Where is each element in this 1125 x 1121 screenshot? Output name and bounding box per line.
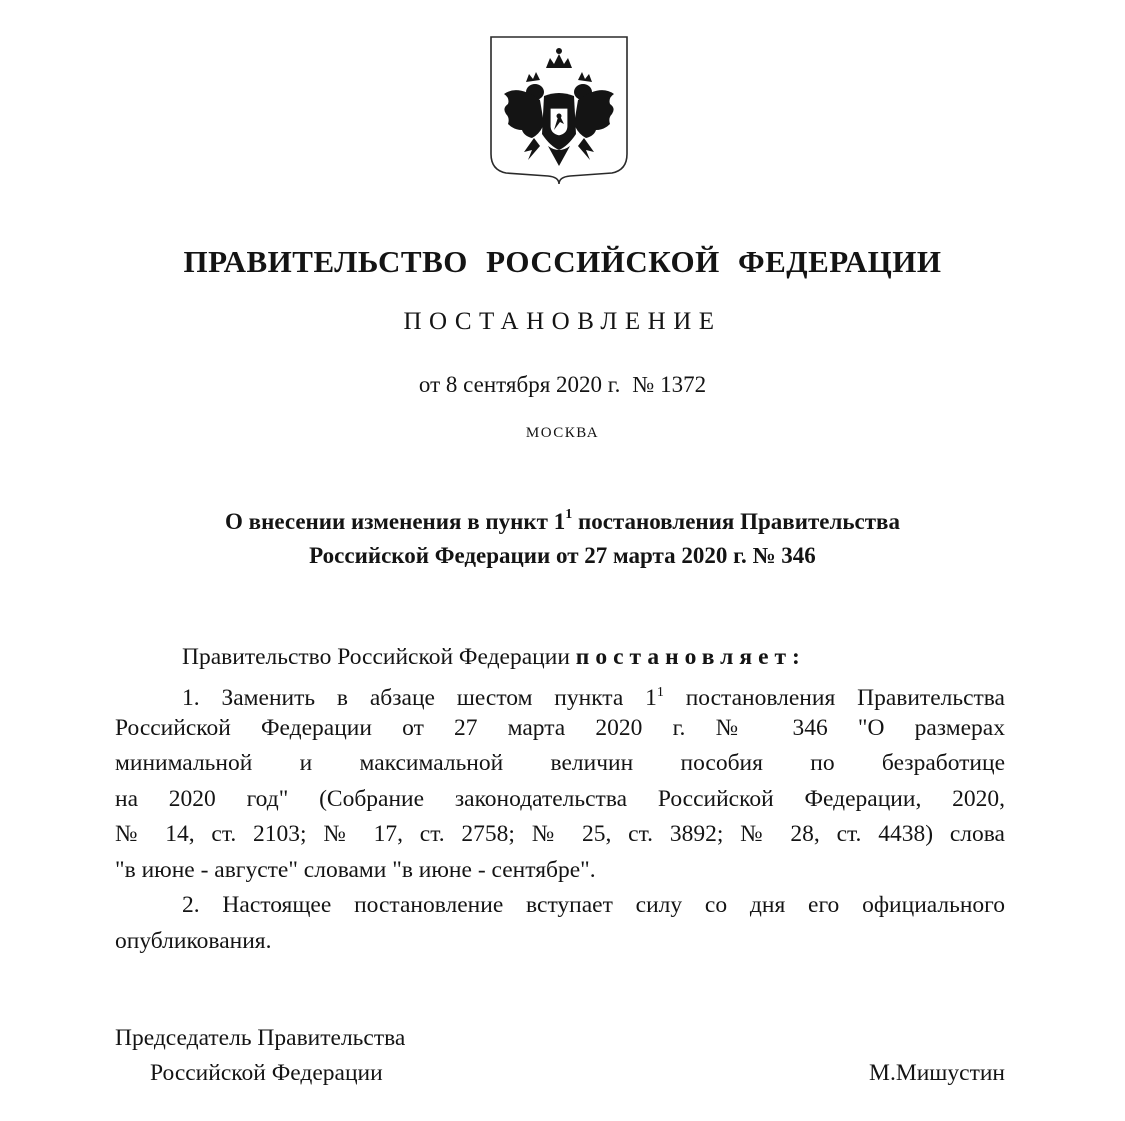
subject-superscript: 1 <box>565 507 573 523</box>
intro-text: Правительство Российской Федерации <box>182 644 576 670</box>
signatory-name: М.Мишустин <box>869 1060 1005 1086</box>
paragraph-1-line-2: Российской Федерации от 27 марта 2020 г. № 346 "О размерах <box>115 715 1005 741</box>
document-body <box>115 640 1005 960</box>
document-type: ПОСТАНОВЛЕНИЕ <box>403 308 722 335</box>
paragraph-1-line-3: минимальной и максимальной величин пособия по безработице <box>115 750 1005 776</box>
signature-position-line-1: Председатель Правительства <box>115 1025 406 1051</box>
paragraph-1-line-5: № 14, ст. 2103; № 17, ст. 2758; № 25, ст. 3892; № 28, ст. 4438) слова <box>115 821 1005 847</box>
subject-text: постановления Правительства <box>572 509 900 534</box>
intro-line <box>182 640 806 676</box>
paragraph-superscript: 1 <box>656 685 664 700</box>
paragraph-1-line-6: "в июне - августе" словами "в июне - сентябре". <box>115 857 596 883</box>
government-title: ПРАВИТЕЛЬСТВО РОССИЙСКОЙ ФЕДЕРАЦИИ <box>183 244 942 279</box>
subject-line-2: Российской Федерации от 27 марта 2020 г. № 346 <box>309 543 816 568</box>
signature-position-line-2: Российской Федерации <box>150 1060 383 1086</box>
subject-line-1 <box>0 509 1125 535</box>
paragraph-2-line-1 <box>182 888 1005 924</box>
paragraph-2-line-2: опубликования. <box>115 928 272 954</box>
paragraph-1-line-4: на 2020 год" (Собрание законодательства Российской Федерации, 2020, <box>115 786 1005 812</box>
subject-text: О внесении изменения в пункт 1 <box>225 509 566 534</box>
intro-emphasis: постановляет: <box>575 644 806 670</box>
paragraph-text: постановления Правительства <box>663 685 1005 711</box>
date-line <box>0 372 1125 398</box>
document-date: от 8 сентября 2020 г. <box>418 372 621 397</box>
coat-of-arms-icon <box>488 34 630 186</box>
city: МОСКВА <box>525 425 600 441</box>
paragraph-text: 2. Настоящее постановление вступает силу со дня его официального <box>182 892 1005 918</box>
document-number: № 1372 <box>632 372 707 397</box>
paragraph-text: 1. Заменить в абзаце шестом пункта 1 <box>182 685 657 711</box>
